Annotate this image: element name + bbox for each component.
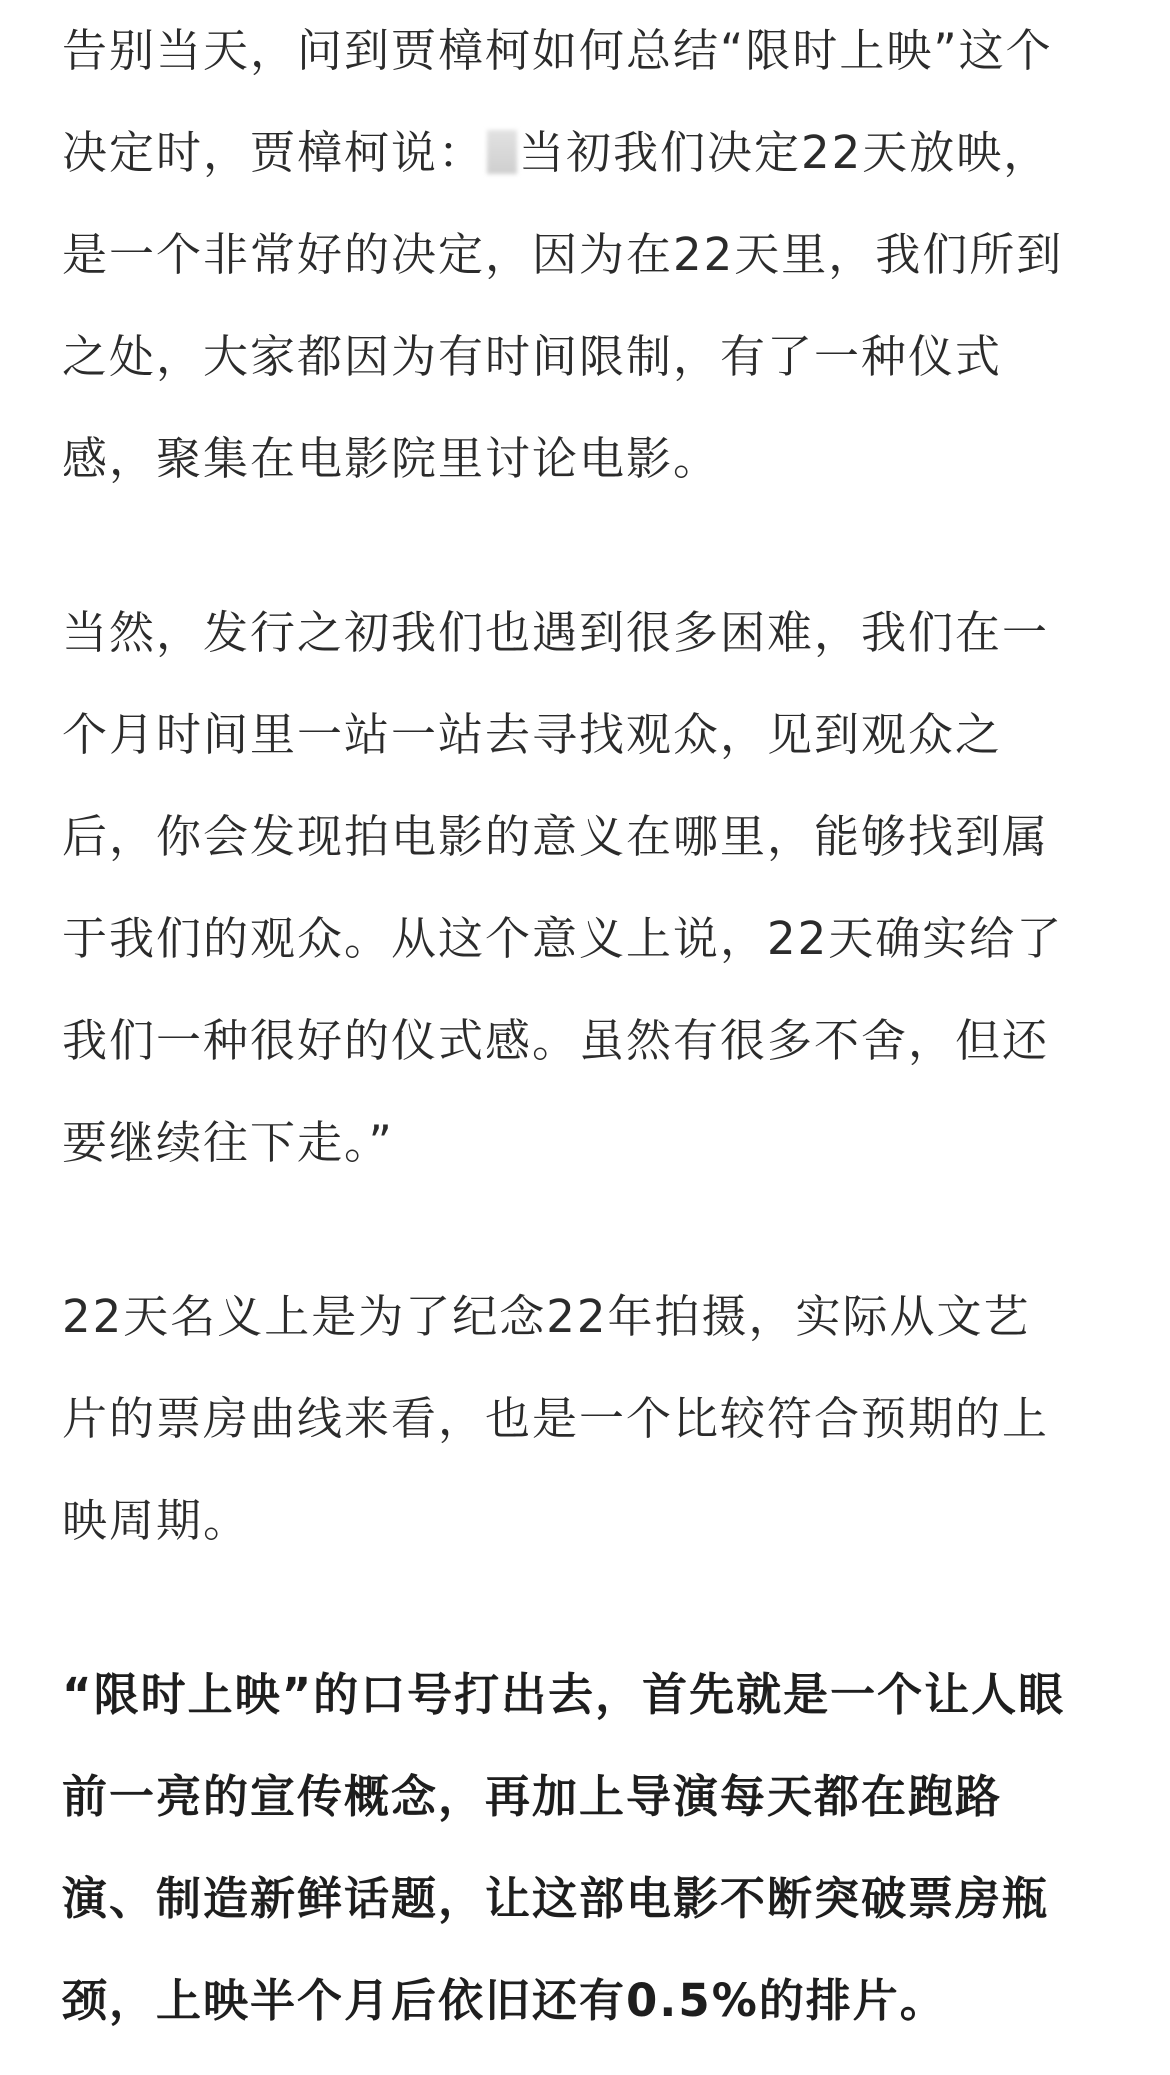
paragraph-line: 22天名义上是为了纪念22年拍摄，实际从文艺 — [62, 1290, 1031, 1343]
paragraph-line: 于我们的观众。从这个意义上说，22天确实给了 — [62, 912, 1064, 965]
paragraph-2 — [62, 582, 1112, 1194]
quote-lead: 决定时，贾樟柯说： — [62, 126, 486, 179]
paragraph-line: 我们一种很好的仪式感。虽然有很多不舍，但还 — [62, 1014, 1050, 1067]
paragraph-1 — [62, 0, 1112, 510]
blurred-character — [487, 130, 517, 174]
paragraph-4-bold — [62, 1644, 1112, 2052]
quote-start: 当初我们决定22天放映， — [519, 126, 1051, 179]
article-body — [62, 0, 1112, 2052]
paragraph-line: 颈，上映半个月后依旧还有0.5%的排片。 — [62, 1974, 947, 2027]
paragraph-line: 要继续往下走。” — [62, 1116, 394, 1169]
paragraph-line: 个月时间里一站一站去寻找观众，见到观众之 — [62, 708, 1003, 761]
paragraph-3 — [62, 1266, 1112, 1572]
paragraph-line: 演、制造新鲜话题，让这部电影不断突破票房瓶 — [62, 1872, 1050, 1925]
paragraph-line: 后，你会发现拍电影的意义在哪里，能够找到属 — [62, 810, 1050, 863]
paragraph-spacer — [62, 1194, 1112, 1266]
paragraph-line: 告别当天，问到贾樟柯如何总结“限时上映”这个 — [62, 24, 1053, 77]
paragraph-line: 之处，大家都因为有时间限制，有了一种仪式 — [62, 330, 1003, 383]
paragraph-spacer — [62, 1572, 1112, 1644]
paragraph-line: 是一个非常好的决定，因为在22天里，我们所到 — [62, 228, 1064, 281]
paragraph-line: 前一亮的宣传概念，再加上导演每天都在跑路 — [62, 1770, 1003, 1823]
paragraph-line: 感，聚集在电影院里讨论电影。 — [62, 432, 721, 485]
paragraph-line: 映周期。 — [62, 1494, 251, 1547]
paragraph-line: “限时上映”的口号打出去，首先就是一个让人眼 — [62, 1668, 1066, 1721]
paragraph-line: 片的票房曲线来看，也是一个比较符合预期的上 — [62, 1392, 1050, 1445]
paragraph-line: 当然，发行之初我们也遇到很多困难，我们在一 — [62, 606, 1050, 659]
paragraph-spacer — [62, 510, 1112, 582]
paragraph-line — [62, 102, 1112, 204]
